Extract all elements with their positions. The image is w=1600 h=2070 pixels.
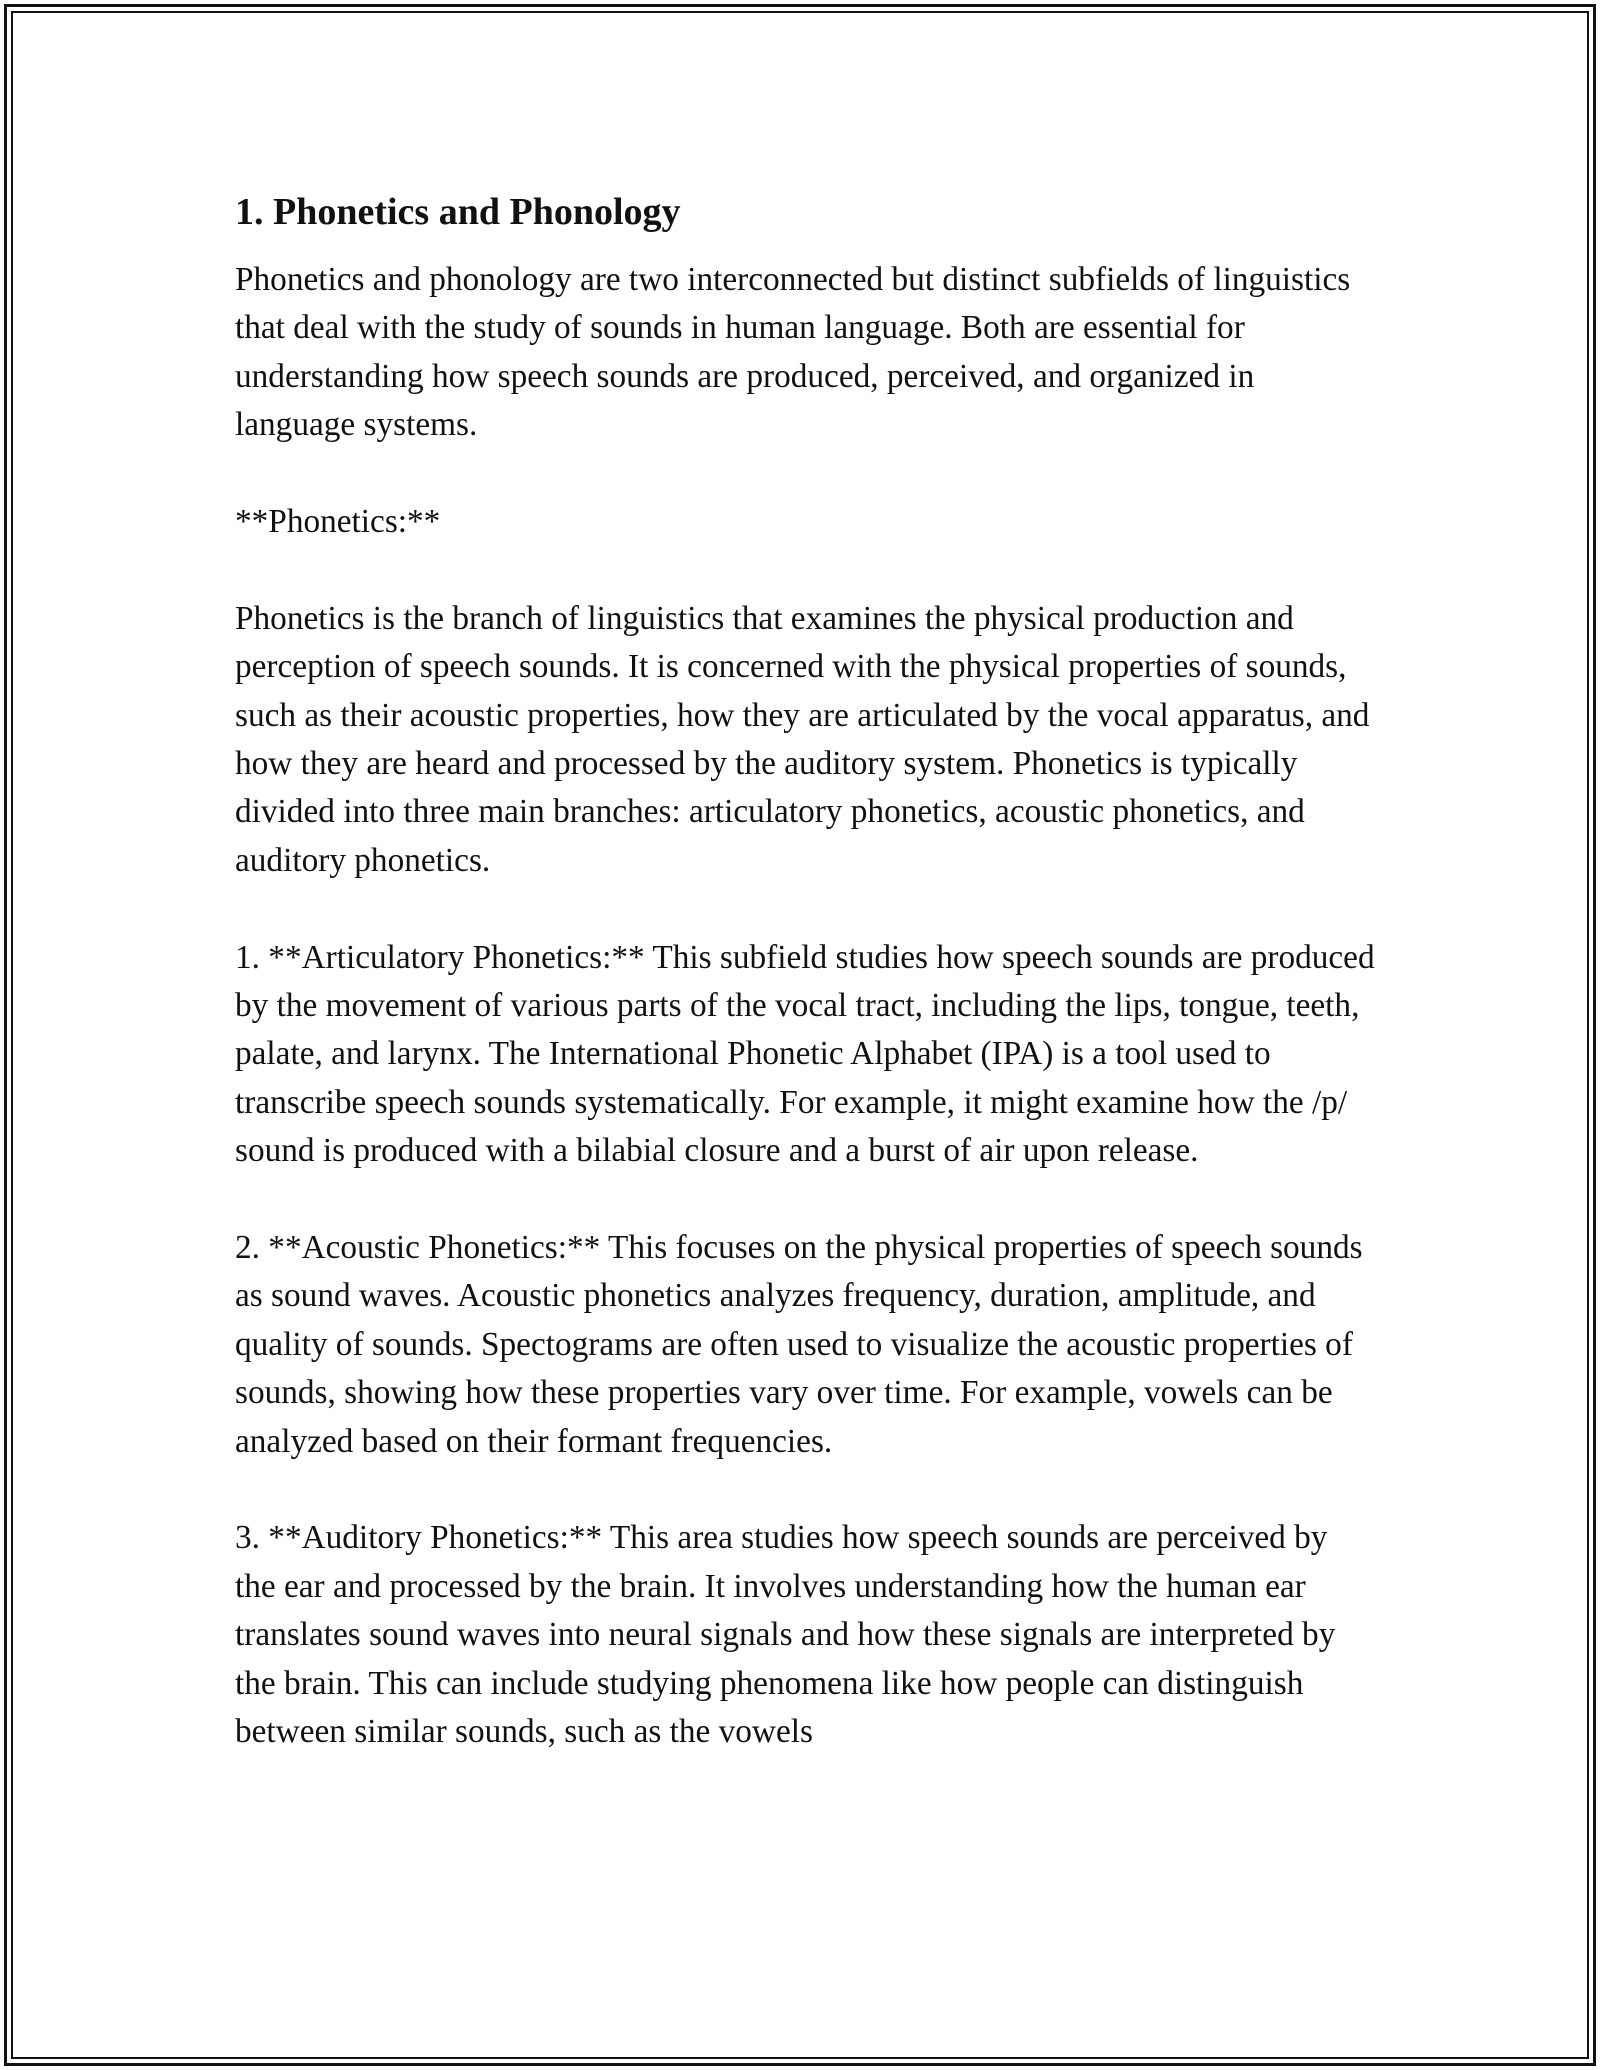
paragraph-phonetics-definition: Phonetics is the branch of linguistics that examines the physical production and perception of speech sounds. It is concerned with the physical properties of sounds, such as their acoustic properties, how they are articulated by the vocal apparatus, and how they are heard and processed by the auditory system. Phonetics is typically divided into three main branches: articulatory phonetics, acoustic phonetics, and auditory phonetics. xyxy=(235,599,1370,879)
paragraph-auditory-phonetics: 3. **Auditory Phonetics:** This area studies how speech sounds are perceived by the ear and processed by the brain. It involves understanding how the human ear translates sound waves into neural signals and how these signals are interpreted by the brain. This can include studying phenomena like how people can distinguish between similar sounds, such as the vowels xyxy=(235,1519,1336,1751)
section-title: 1. Phonetics and Phonology xyxy=(235,191,681,233)
paragraph-acoustic-phonetics: 2. **Acoustic Phonetics:** This focuses on the physical properties of speech sounds as sound waves. Acoustic phonetics analyzes frequency, duration, amplitude, and quality of sounds. Spectograms are often used to visualize the acoustic properties of sounds, showing how these properties vary over time. For example, vowels can be analyzed based on their formant frequencies. xyxy=(235,1229,1363,1460)
document-body xyxy=(235,184,1375,1805)
paragraph-intro: Phonetics and phonology are two interconnected but distinct subfields of linguistics that deal with the study of sounds in human language. Both are essential for understanding how speech sounds are produced, perceived, and organized in language systems. xyxy=(235,261,1351,444)
paragraph-phonetics-heading: **Phonetics:** xyxy=(235,503,441,541)
paragraph-articulatory-phonetics: 1. **Articulatory Phonetics:** This subfield studies how speech sounds are produced by the movement of various parts of the vocal tract, including the lips, tongue, teeth, palate, and larynx. The International Phonetic Alphabet (IPA) is a tool used to transcribe speech sounds systematically. For example, it might examine how the /p/ sound is produced with a bilabial closure and a burst of air upon release. xyxy=(235,938,1375,1170)
